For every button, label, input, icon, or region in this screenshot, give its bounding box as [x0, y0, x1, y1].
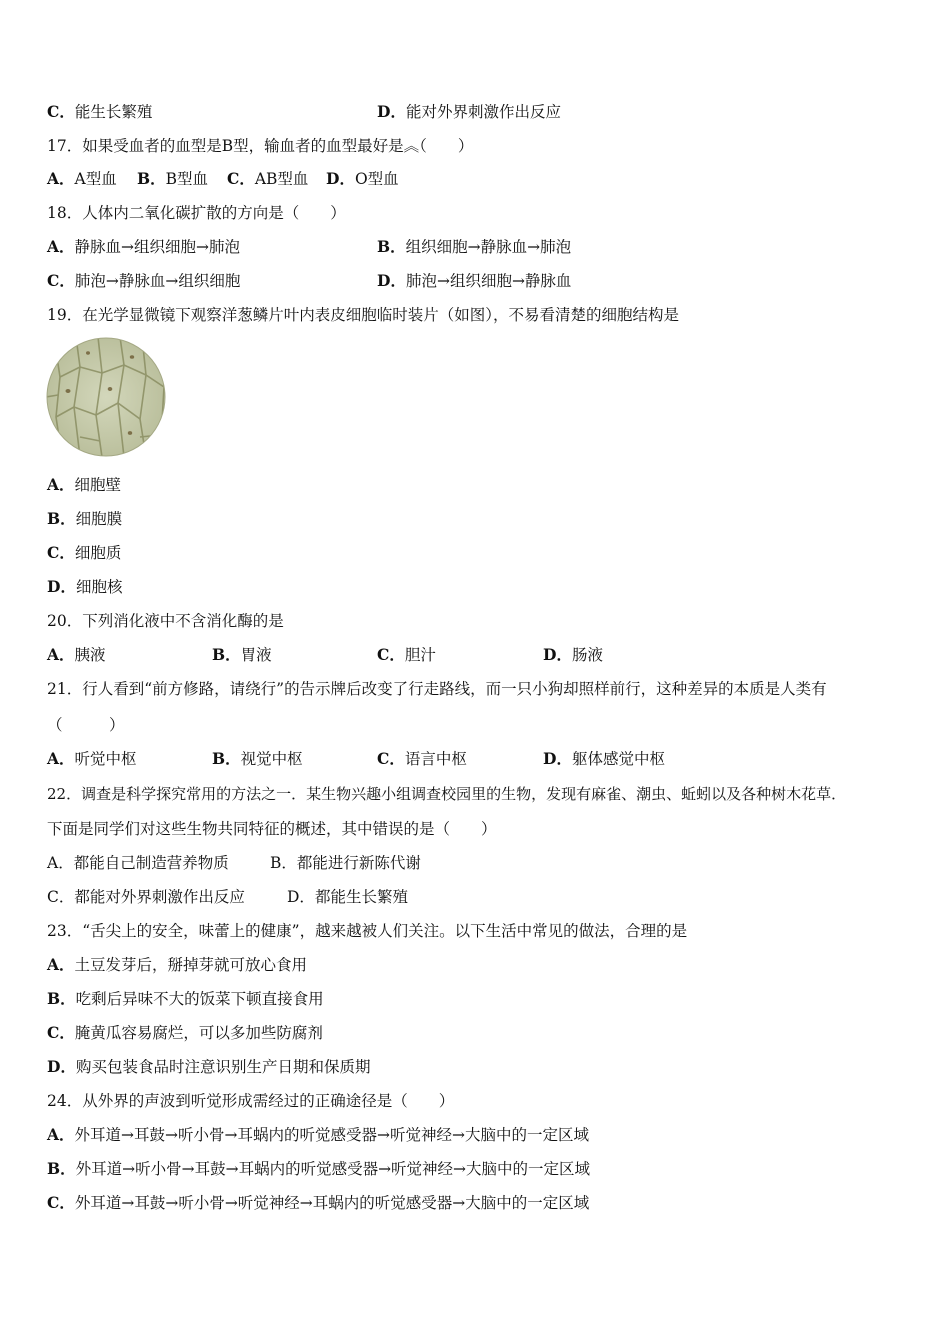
q20-option-a: A．胰液 — [47, 645, 106, 664]
q18-option-c: C．肺泡→静脉血→组织细胞 — [47, 271, 241, 290]
q22-stem-line-2: 下面是同学们对这些生物共同特征的概述，其中错误的是（ ） — [47, 820, 497, 838]
q18-option-d: D．肺泡→组织细胞→静脉血 — [377, 271, 572, 290]
q22-option-d: D．都能生长繁殖 — [287, 888, 408, 906]
q17-option-a: A．A型血 — [47, 169, 117, 188]
q23-option-a: A．土豆发芽后，掰掉芽就可放心食用 — [47, 955, 308, 974]
q24-option-c: C．外耳道→耳鼓→听小骨→听觉神经→耳蜗内的听觉感受器→大脑中的一定区域 — [47, 1193, 590, 1212]
q21-option-b: B．视觉中枢 — [212, 749, 303, 768]
q19-option-c: C．细胞质 — [47, 543, 122, 562]
q17-option-c: C．AB型血 — [227, 169, 309, 188]
q21-option-c: C．语言中枢 — [377, 749, 467, 768]
q22-option-b: B．都能进行新陈代谢 — [270, 854, 421, 872]
q19-stem: 19．在光学显微镜下观察洋葱鳞片叶内表皮细胞临时装片（如图），不易看清楚的细胞结构是 — [47, 306, 679, 324]
q18-option-a: A．静脉血→组织细胞→肺泡 — [47, 237, 241, 256]
q16-option-d: D．能对外界刺激作出反应 — [377, 102, 561, 121]
q19-option-a: A．细胞壁 — [47, 475, 122, 494]
q16-option-c: C．能生长繁殖 — [47, 102, 153, 121]
q21-option-d: D．躯体感觉中枢 — [543, 749, 665, 768]
q24-option-b: B．外耳道→听小骨→耳鼓→耳蜗内的听觉感受器→听觉神经→大脑中的一定区域 — [47, 1159, 591, 1178]
q19-option-b: B．细胞膜 — [47, 509, 123, 528]
q20-option-d: D．肠液 — [543, 645, 603, 664]
q20-option-c: C．胆汁 — [377, 645, 436, 664]
q17-option-d: D．O型血 — [326, 169, 399, 188]
q21-stem-line-2: （ ） — [47, 716, 125, 734]
q22-stem-line-1: 22．调查是科学探究常用的方法之一．某生物兴趣小组调查校园里的生物，发现有麻雀、潮虫、蚯蚓以及各种树木花草． — [47, 785, 847, 803]
q20-stem: 20．下列消化液中不含消化酶的是 — [47, 612, 284, 630]
q20-option-b: B．胃液 — [212, 645, 272, 664]
q22-option-a: A．都能自己制造营养物质 — [47, 854, 229, 872]
q21-stem-line-1: 21．行人看到“前方修路，请绕行”的告示牌后改变了行走路线，而一只小狗却照样前行，这种差异的本质是人类有 — [47, 680, 827, 698]
q18-option-b: B．组织细胞→静脉血→肺泡 — [377, 237, 572, 256]
q22-option-c: C．都能对外界刺激作出反应 — [47, 888, 245, 906]
q23-option-c: C．腌黄瓜容易腐烂，可以多加些防腐剂 — [47, 1023, 323, 1042]
q23-stem: 23．“舌尖上的安全，味蕾上的健康”，越来越被人们关注。以下生活中常见的做法，合理的是 — [47, 922, 688, 940]
q19-option-d: D．细胞核 — [47, 577, 123, 596]
q21-option-a: A．听觉中枢 — [47, 749, 137, 768]
q17-stem: 17．如果受血者的血型是B型，输血者的血型最好是︽（ ） — [47, 137, 474, 155]
onion-epidermis-micrograph-icon — [46, 337, 166, 457]
q18-stem: 18．人体内二氧化碳扩散的方向是（ ） — [47, 204, 346, 222]
q23-option-d: D．购买包装食品时注意识别生产日期和保质期 — [47, 1057, 371, 1076]
q24-option-a: A．外耳道→耳鼓→听小骨→耳蜗内的听觉感受器→听觉神经→大脑中的一定区域 — [47, 1125, 589, 1144]
q17-option-b: B．B型血 — [137, 169, 208, 188]
q24-stem: 24．从外界的声波到听觉形成需经过的正确途径是（ ） — [47, 1092, 455, 1110]
q23-option-b: B．吃剩后异味不大的饭菜下顿直接食用 — [47, 989, 324, 1008]
